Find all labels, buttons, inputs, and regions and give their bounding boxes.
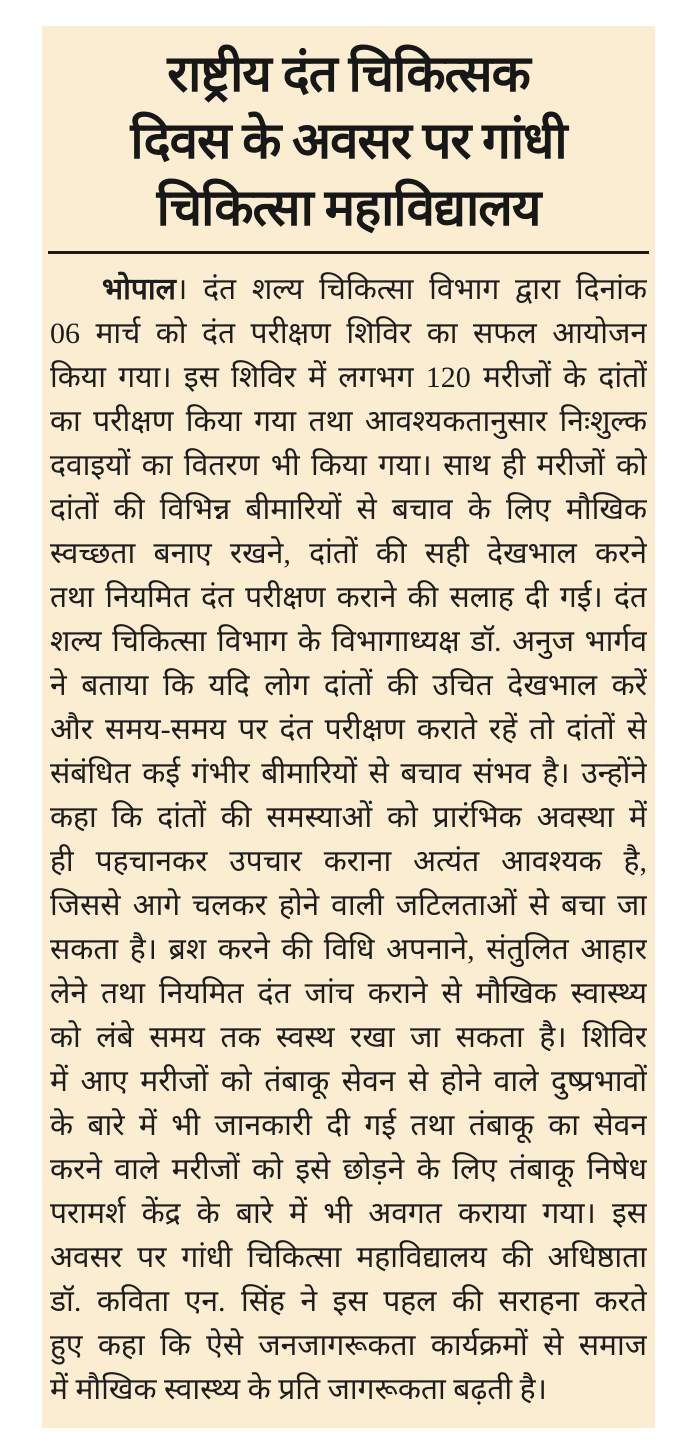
body-line	[50, 268, 647, 312]
body-line: दांतों की विभिन्न बीमारियों से बचाव के लिए मौखिक	[50, 493, 647, 526]
headline-line-1: राष्ट्रीय दंत चिकित्सक	[167, 47, 530, 103]
body-line: जिससे आगे चलकर होने वाली जटिलताओं से बचा जा	[50, 889, 647, 922]
headline	[48, 42, 649, 254]
body-line: करने वाले मरीजों को इसे छोड़ने के लिए तंबाकू निषेध	[50, 1153, 647, 1186]
body-line: को लंबे समय तक स्वस्थ रखा जा सकता है। शिविर	[50, 1021, 647, 1054]
body-line: 06 मार्च को दंत परीक्षण शिविर का सफल आयोजन	[50, 317, 647, 350]
newspaper-clipping	[42, 26, 655, 1428]
body-line: किया गया। इस शिविर में लगभग 120 मरीजों के दांतों	[50, 361, 647, 394]
headline-line-2: दिवस के अवसर पर गांधी	[130, 114, 567, 170]
body-line: कहा कि दांतों की समस्याओं को प्रारंभिक अवस्था में	[50, 801, 647, 834]
body-line-text: । दंत शल्य चिकित्सा विभाग द्वारा दिनांक	[176, 273, 647, 306]
body-line: शल्य चिकित्सा विभाग के विभागाध्यक्ष डॉ. अनुज भार्गव	[50, 625, 647, 658]
body-line: परामर्श केंद्र के बारे में भी अवगत कराया गया। इस	[50, 1197, 647, 1230]
body-line: हुए कहा कि ऐसे जनजागरूकता कार्यक्रमों से समाज	[50, 1329, 647, 1362]
body-line: ने बताया कि यदि लोग दांतों की उचित देखभाल करें	[50, 669, 647, 702]
article-body	[50, 268, 647, 1412]
body-line: के बारे में भी जानकारी दी गई तथा तंबाकू का सेवन	[50, 1109, 647, 1142]
body-line: में आए मरीजों को तंबाकू सेवन से होने वाले दुष्प्रभावों	[50, 1065, 647, 1098]
body-line: दवाइयों का वितरण भी किया गया। साथ ही मरीजों को	[50, 449, 647, 482]
body-line: ही पहचानकर उपचार कराना अत्यंत आवश्यक है,	[50, 845, 647, 878]
body-line: लेने तथा नियमित दंत जांच कराने से मौखिक स्वास्थ्य	[50, 977, 647, 1010]
body-line: संबंधित कई गंभीर बीमारियों से बचाव संभव है। उन्होंने	[50, 757, 647, 790]
body-line: और समय-समय पर दंत परीक्षण कराते रहें तो दांतों से	[50, 713, 647, 746]
body-line: स्वच्छता बनाए रखने, दांतों की सही देखभाल करने	[50, 537, 647, 570]
body-line: डॉ. कविता एन. सिंह ने इस पहल की सराहना करते	[50, 1285, 647, 1318]
body-line: में मौखिक स्वास्थ्य के प्रति जागरूकता बढ़ती है।	[50, 1373, 547, 1406]
body-line: तथा नियमित दंत परीक्षण कराने की सलाह दी गई। दंत	[50, 581, 647, 614]
headline-line-3: चिकित्सा महाविद्यालय	[48, 176, 649, 254]
body-line: सकता है। ब्रश करने की विधि अपनाने, संतुलित आहार	[50, 933, 647, 966]
body-line: का परीक्षण किया गया तथा आवश्यकतानुसार निःशुल्क	[50, 405, 647, 438]
dateline: भोपाल	[102, 273, 177, 306]
body-line: अवसर पर गांधी चिकित्सा महाविद्यालय की अधिष्ठाता	[50, 1241, 647, 1274]
